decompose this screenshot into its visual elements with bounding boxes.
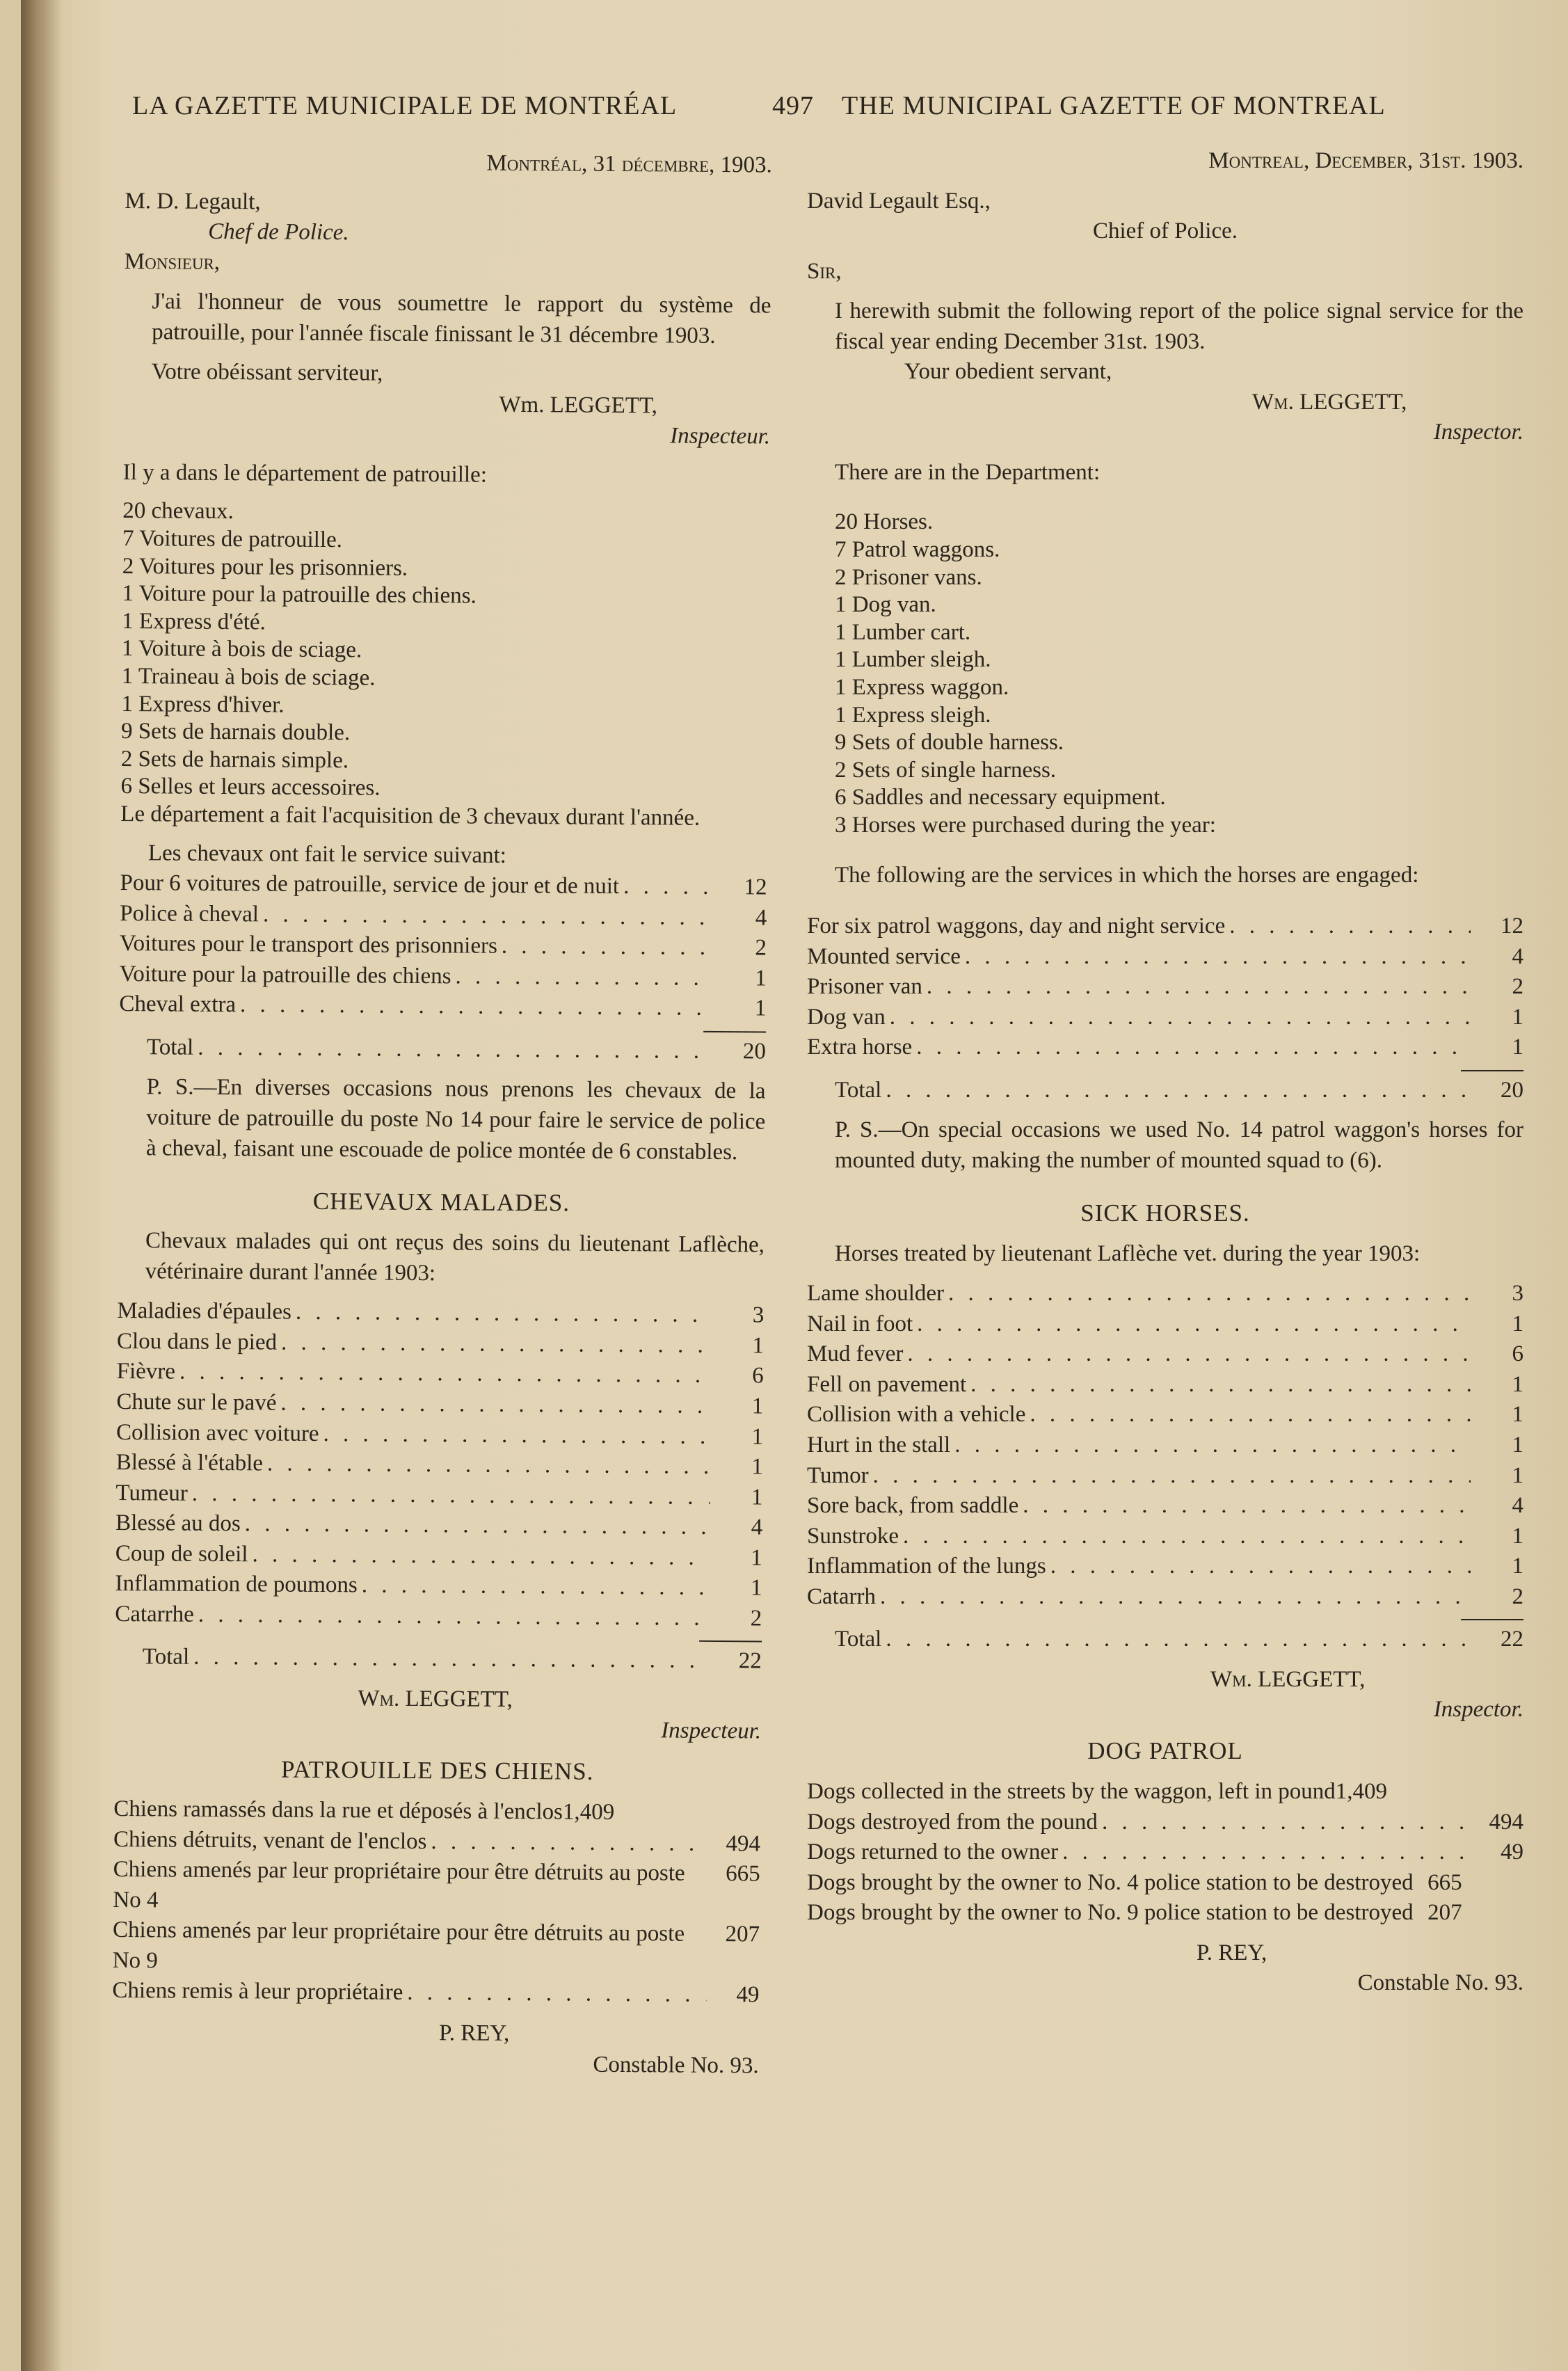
list-item: 1 Express sleigh. <box>835 702 991 728</box>
row-value: 494 <box>1489 1809 1523 1835</box>
list-item: 6 Saddles and necessary equipment. <box>835 785 1166 811</box>
list-item: 1 Voiture pour la patrouille des chiens. <box>122 581 477 609</box>
row-value: 1 <box>1512 1462 1523 1488</box>
list-item: 1 Voiture à bois de sciage. <box>121 636 362 663</box>
table-row <box>116 1417 763 1452</box>
en-dog-title: DOG PATROL <box>1087 1737 1243 1764</box>
french-column <box>112 146 772 2082</box>
gazette-page <box>21 0 1554 2371</box>
table-row <box>807 1370 1523 1400</box>
row-value: 4 <box>751 1515 763 1540</box>
row-value: 12 <box>744 875 767 900</box>
total-value: 22 <box>1501 1627 1523 1652</box>
fr-services-intro: Les chevaux ont fait le service suivant: <box>147 840 507 868</box>
table-row <box>807 1032 1523 1063</box>
row-value: 4 <box>755 905 767 931</box>
row-label: Nail in foot <box>807 1311 913 1336</box>
row-value: 2 <box>755 935 767 961</box>
table-row <box>807 1898 1523 1929</box>
table-row <box>116 1387 763 1422</box>
list-item: 1 Traineau à bois de sciage. <box>121 664 376 691</box>
row-label: Blessé à l'étable <box>115 1450 264 1476</box>
row-label: Voitures pour le transport des prisonniers <box>119 931 498 959</box>
row-label: Dogs collected in the streets by the waggon, left in pound <box>807 1779 1336 1805</box>
fr-salutation: Monsieur, <box>124 248 221 275</box>
row-value: 665 <box>726 1861 760 1887</box>
row-value: 6 <box>1512 1341 1523 1367</box>
row-label: Chiens détruits, venant de l'enclos <box>113 1826 427 1854</box>
fr-postscript: P. S.—En diverses occasions nous prenons les chevaux de la voiture de patrouille du poste No 14 pour faire le service de police à cheval, faisant une escouade de police montée de 6 constables. <box>145 1074 766 1165</box>
row-value: 3 <box>752 1302 765 1328</box>
row-label: Chute sur le pavé <box>116 1389 277 1416</box>
row-value: 49 <box>736 1982 760 2008</box>
row-value: 207 <box>1427 1900 1462 1926</box>
row-label: Sunstroke <box>807 1523 899 1549</box>
total-row <box>807 1076 1523 1106</box>
total-label: Total <box>835 1077 882 1103</box>
table-row <box>116 1448 763 1483</box>
row-value: 1 <box>754 996 767 1021</box>
list-item: 20 Horses. <box>835 509 934 535</box>
row-value: 2 <box>1512 1583 1523 1609</box>
page-binding-shadow <box>21 0 63 2371</box>
table-row <box>807 942 1523 973</box>
row-label: Catarrhe <box>115 1601 195 1627</box>
fr-signature-2: Wm. LEGGETT, <box>358 1686 513 1712</box>
total-label: Total <box>835 1627 882 1652</box>
en-sick-intro: Horses treated by lieutenant Laflèche vet. during the year 1903: <box>835 1240 1421 1266</box>
en-services-table <box>807 911 1523 1105</box>
total-rule <box>699 1640 762 1643</box>
list-item: 6 Selles et leurs accessoires. <box>120 774 381 801</box>
row-value: 1 <box>1512 1432 1523 1458</box>
row-value: 4 <box>1512 943 1523 969</box>
row-value: 1 <box>751 1484 763 1510</box>
table-row <box>807 1279 1523 1309</box>
list-item: 1 Lumber sleigh. <box>835 647 991 673</box>
row-label: Inflammation of the lungs <box>807 1554 1046 1579</box>
table-row <box>807 1400 1523 1430</box>
total-value: 20 <box>742 1039 767 1064</box>
list-item: 1 Dog van. <box>835 592 936 618</box>
en-signature-title: Inspector. <box>1433 420 1523 445</box>
row-label: Collision with a vehicle <box>807 1402 1026 1428</box>
total-rule <box>1461 1619 1523 1620</box>
row-label: Fièvre <box>116 1359 176 1384</box>
row-label: Chiens remis à leur propriétaire <box>112 1978 403 2006</box>
total-rule <box>703 1031 766 1033</box>
row-value: 12 <box>1501 913 1523 939</box>
table-row <box>807 1777 1523 1807</box>
table-row <box>112 1976 759 2011</box>
row-label: Extra horse <box>807 1035 913 1060</box>
row-value: 49 <box>1501 1839 1523 1865</box>
list-item: 2 Sets of single harness. <box>835 757 1057 783</box>
fr-equipment-list <box>120 497 769 833</box>
en-equipment-list <box>807 509 1523 839</box>
row-label: Lame shoulder <box>807 1281 945 1307</box>
table-row <box>807 1491 1523 1522</box>
en-sick-table <box>807 1279 1523 1655</box>
table-row <box>119 989 766 1024</box>
row-value: 1 <box>1512 1523 1523 1549</box>
table-row <box>113 1855 760 1920</box>
row-label: Chiens ramassés dans la rue et déposés à l'enclos <box>113 1796 563 1825</box>
en-services-intro: The following are the services in which the horses are engaged: <box>835 862 1419 888</box>
list-item: 1 Lumber cart. <box>835 619 971 645</box>
en-postscript: P. S.—On special occasions we used No. 14 patrol waggon's horses for mounted duty, making the number of mounted squad to (6). <box>835 1117 1523 1173</box>
table-row <box>807 1339 1523 1370</box>
row-value: 2 <box>750 1606 762 1631</box>
table-row <box>807 911 1523 942</box>
total-value: 20 <box>1501 1077 1523 1103</box>
row-value: 1,409 <box>562 1799 615 1826</box>
row-value: 2 <box>1512 974 1523 1000</box>
list-item: 1 Express d'hiver. <box>121 691 285 718</box>
row-label: Fell on pavement <box>807 1371 967 1397</box>
total-row <box>119 1032 766 1067</box>
table-row <box>117 1296 764 1331</box>
row-value: 1 <box>751 1423 764 1449</box>
fr-date: Montréal, 31 décembre, 1903. <box>486 150 772 178</box>
list-item: 9 Sets of double harness. <box>835 730 1064 756</box>
row-value: 3 <box>1512 1281 1523 1307</box>
table-row <box>807 1868 1523 1899</box>
row-value: 1 <box>755 966 767 991</box>
header-english-title: THE MUNICIPAL GAZETTE OF MONTREAL <box>842 91 1386 120</box>
en-dept-intro: There are in the Department: <box>835 459 1101 485</box>
en-salutation: Sir, <box>807 258 842 284</box>
table-row <box>120 959 767 994</box>
en-signature: Wm. LEGGETT, <box>1252 389 1407 415</box>
row-value: 1 <box>1512 1004 1523 1030</box>
row-label: Clou dans le pied <box>116 1328 278 1355</box>
row-label: Tumeur <box>115 1480 188 1506</box>
en-signature-2-title: Inspector. <box>1433 1697 1523 1723</box>
row-value: 1 <box>1512 1311 1523 1336</box>
row-label: Tumor <box>807 1462 869 1488</box>
row-label: Catarrh <box>807 1583 876 1609</box>
row-value: 1 <box>1512 1035 1523 1060</box>
row-label: Sore back, from saddle <box>807 1493 1019 1519</box>
list-item: 1 Express waggon. <box>835 675 1009 701</box>
table-row <box>807 1430 1523 1461</box>
table-row <box>807 1522 1523 1552</box>
row-label: Prisoner van <box>807 974 922 1000</box>
row-label: Chiens amenés par leur propriétaire pour être détruits au poste No 4 <box>113 1857 685 1913</box>
en-dog-table <box>807 1777 1523 1929</box>
table-row <box>115 1508 762 1543</box>
row-label: Dog van <box>807 1004 886 1030</box>
list-item: 2 Sets de harnais simple. <box>120 746 349 774</box>
table-row <box>807 1461 1523 1492</box>
fr-signature-2-title: Inspecteur. <box>661 1718 762 1744</box>
total-label: Total <box>146 1035 194 1060</box>
en-intro: I herewith submit the following report of the police signal service for the fiscal year ending December 31st. 1903. <box>835 298 1523 354</box>
row-value: 1 <box>751 1545 762 1571</box>
table-row <box>117 1357 764 1391</box>
list-item: 9 Sets de harnais double. <box>121 719 351 746</box>
fr-services-table <box>119 868 767 1067</box>
table-row <box>807 1003 1523 1033</box>
row-label: Dogs returned to the owner <box>807 1839 1059 1865</box>
en-signature-2: Wm. LEGGETT, <box>1210 1666 1366 1692</box>
table-row <box>113 1915 760 1981</box>
fr-dog-signature: P. REY, <box>438 2020 510 2046</box>
fr-sick-title: CHEVAUX MALADES. <box>312 1187 570 1217</box>
row-label: Inflammation de poumons <box>115 1571 358 1598</box>
total-rule <box>1461 1070 1523 1071</box>
table-row <box>807 1309 1523 1340</box>
page-header <box>132 90 1489 132</box>
page-number: 497 <box>772 91 814 120</box>
row-label: Dogs destroyed from the pound <box>807 1809 1098 1835</box>
table-row <box>115 1599 762 1634</box>
table-row <box>113 1825 760 1860</box>
list-item: 7 Voitures de patrouille. <box>122 526 343 553</box>
row-label: Dogs brought by the owner to No. 4 police station to be destroyed <box>807 1869 1414 1895</box>
row-value: 1 <box>1512 1554 1523 1579</box>
table-row <box>120 868 767 903</box>
row-label: For six patrol waggons, day and night service <box>807 913 1226 939</box>
en-date: Montreal, December, 31st. 1903. <box>1208 148 1523 173</box>
row-value: 207 <box>725 1922 760 1947</box>
fr-dog-signature-title: Constable No. 93. <box>593 2052 759 2078</box>
fr-sick-intro: Chevaux malades qui ont reçus des soins du lieutenant Laflèche, vétérinaire durant l'année 1903: <box>145 1228 765 1286</box>
list-item: Le département a fait l'acquisition de 3 chevaux durant l'année. <box>120 801 701 831</box>
row-label: Mounted service <box>807 943 961 969</box>
row-value: 1 <box>750 1575 762 1601</box>
row-value: 1,409 <box>1335 1779 1387 1805</box>
row-value: 665 <box>1427 1869 1462 1895</box>
row-label: Hurt in the stall <box>807 1432 951 1458</box>
en-dog-signature: P. REY, <box>1197 1940 1267 1965</box>
table-row <box>115 1539 762 1574</box>
list-item: 7 Patrol waggons. <box>835 537 1000 563</box>
row-value: 1 <box>1512 1402 1523 1428</box>
total-row <box>115 1642 762 1677</box>
fr-dept-intro: Il y a dans le département de patrouille: <box>122 459 488 488</box>
list-item: 20 chevaux. <box>122 498 234 525</box>
row-value: 1 <box>752 1333 765 1359</box>
row-label: Collision avec voiture <box>115 1419 319 1446</box>
table-row <box>807 1807 1523 1838</box>
en-dog-signature-title: Constable No. 93. <box>1357 1970 1523 1996</box>
list-item: 1 Express d'été. <box>122 608 266 635</box>
row-value: 1 <box>751 1454 763 1480</box>
row-label: Police à cheval <box>120 900 259 927</box>
table-row <box>117 1327 764 1362</box>
english-column <box>807 146 1523 1999</box>
row-label: Voiture pour la patrouille des chiens <box>119 961 451 989</box>
fr-signature-title: Inspecteur. <box>670 423 771 449</box>
fr-closing: Votre obéissant serviteur, <box>151 359 383 386</box>
row-label: Maladies d'épaules <box>117 1298 292 1325</box>
row-value: 6 <box>752 1363 764 1389</box>
row-value: 4 <box>1512 1493 1523 1519</box>
table-row <box>807 1582 1523 1613</box>
table-row <box>807 1551 1523 1582</box>
row-label: Cheval extra <box>119 991 237 1018</box>
table-row <box>807 1837 1523 1868</box>
fr-dog-title: PATROUILLE DES CHIENS. <box>280 1755 594 1785</box>
table-row <box>113 1794 760 1829</box>
row-label: Blessé au dos <box>115 1510 241 1537</box>
fr-addressee-title: Chef de Police. <box>208 218 349 246</box>
row-label: Coup de soleil <box>115 1540 248 1567</box>
list-item: 2 Prisoner vans. <box>835 564 982 590</box>
table-row <box>120 899 767 934</box>
list-item: 2 Voitures pour les prisonniers. <box>122 553 408 581</box>
total-row <box>807 1624 1523 1655</box>
total-label: Total <box>142 1644 190 1670</box>
row-value: 494 <box>726 1830 761 1857</box>
en-sick-title: SICK HORSES. <box>1080 1199 1250 1227</box>
en-closing: Your obedient servant, <box>904 359 1112 385</box>
fr-sick-table <box>115 1296 765 1677</box>
table-row <box>115 1478 762 1513</box>
row-value: 1 <box>751 1394 764 1419</box>
table-row <box>807 972 1523 1003</box>
en-addressee-title: Chief of Police. <box>1092 218 1238 244</box>
total-value: 22 <box>738 1648 762 1674</box>
table-row <box>115 1569 762 1604</box>
list-item: 3 Horses were purchased during the year: <box>835 813 1216 838</box>
row-label: Chiens amenés par leur propriétaire pour être détruits au poste No 9 <box>112 1917 685 1974</box>
row-label: Mud fever <box>807 1341 904 1367</box>
fr-addressee: M. D. Legault, <box>125 188 261 214</box>
table-row <box>120 929 767 964</box>
fr-dog-table <box>112 1794 760 2011</box>
fr-signature: Wm. LEGGETT, <box>499 392 658 419</box>
fr-intro: J'ai l'honneur de vous soumettre le rapport du système de patrouille, pour l'année fiscale finissant le 31 décembre 1903. <box>152 289 771 349</box>
en-addressee: David Legault Esq., <box>807 188 991 214</box>
row-value: 1 <box>1512 1371 1523 1397</box>
row-label: Dogs brought by the owner to No. 9 police station to be destroyed <box>807 1900 1414 1926</box>
row-label: Pour 6 voitures de patrouille, service de jour et de nuit <box>120 870 620 900</box>
header-french-title: LA GAZETTE MUNICIPALE DE MONTRÉAL <box>132 91 678 120</box>
